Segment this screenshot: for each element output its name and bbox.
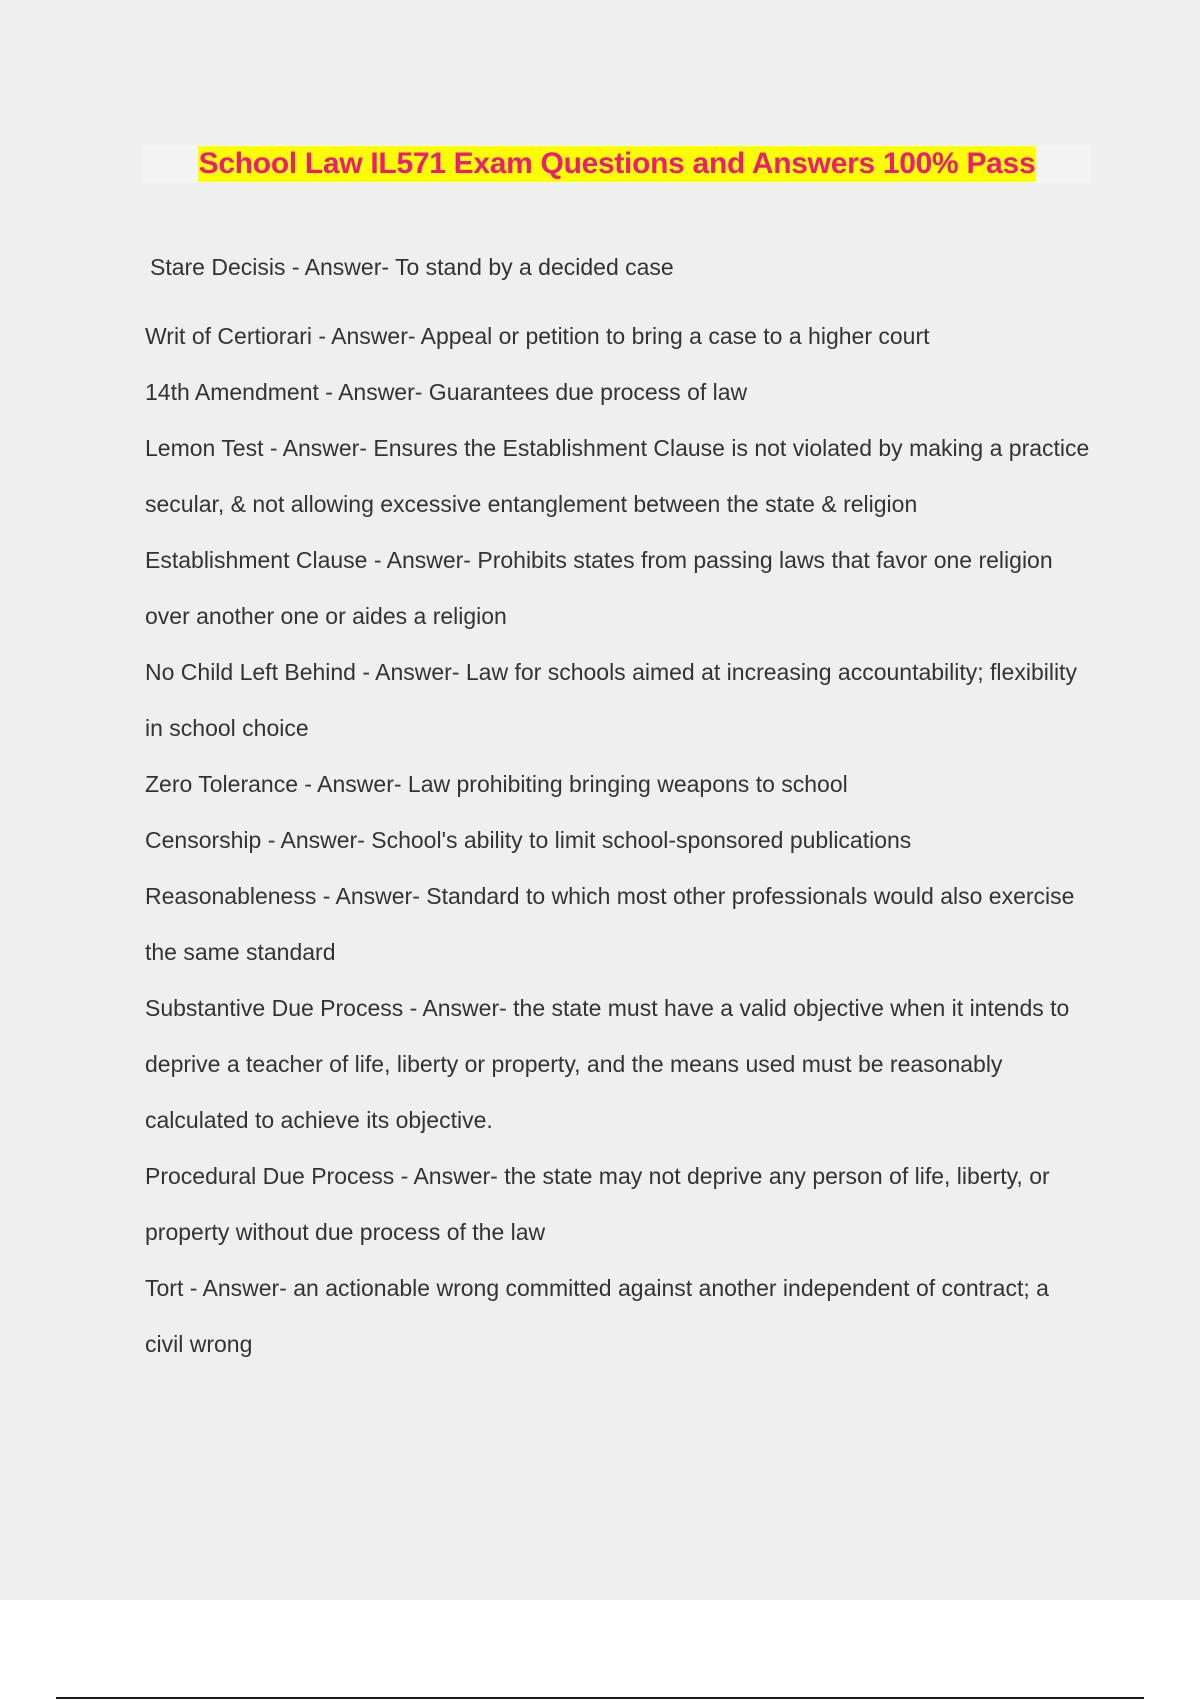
qa-item: No Child Left Behind - Answer- Law for schools aimed at increasing accountability; flexibility in school choice (145, 659, 1077, 741)
qa-item: Censorship - Answer- School's ability to limit school-sponsored publications (145, 827, 912, 853)
qa-item: Substantive Due Process - Answer- the state must have a valid objective when it intends to deprive a teacher of life, liberty or property, and the means used must be reasonably calculated to achieve its objective. (145, 995, 1070, 1133)
title-banner (143, 145, 1091, 183)
page-title: School Law IL571 Exam Questions and Answers 100% Pass (198, 147, 1036, 180)
qa-item: Establishment Clause - Answer- Prohibits states from passing laws that favor one religion over another one or aides a religion (145, 547, 1053, 629)
page-divider (56, 1697, 1144, 1699)
qa-item: Tort - Answer- an actionable wrong committed against another independent of contract; a civil wrong (145, 1275, 1049, 1357)
qa-item: 14th Amendment - Answer- Guarantees due process of law (145, 379, 748, 405)
qa-item: Zero Tolerance - Answer- Law prohibiting bringing weapons to school (145, 771, 848, 797)
qa-item: Reasonableness - Answer- Standard to which most other professionals would also exercise the same standard (145, 883, 1075, 965)
qa-item: Writ of Certiorari - Answer- Appeal or petition to bring a case to a higher court (145, 323, 930, 349)
qa-item: Stare Decisis - Answer- To stand by a decided case (150, 254, 674, 280)
qa-item: Lemon Test - Answer- Ensures the Establishment Clause is not violated by making a practice secular, & not allowing excessive entanglement between the state & religion (145, 435, 1090, 517)
qa-list (145, 244, 1090, 1372)
qa-item: Procedural Due Process - Answer- the state may not deprive any person of life, liberty, or property without due process of the law (145, 1163, 1050, 1245)
